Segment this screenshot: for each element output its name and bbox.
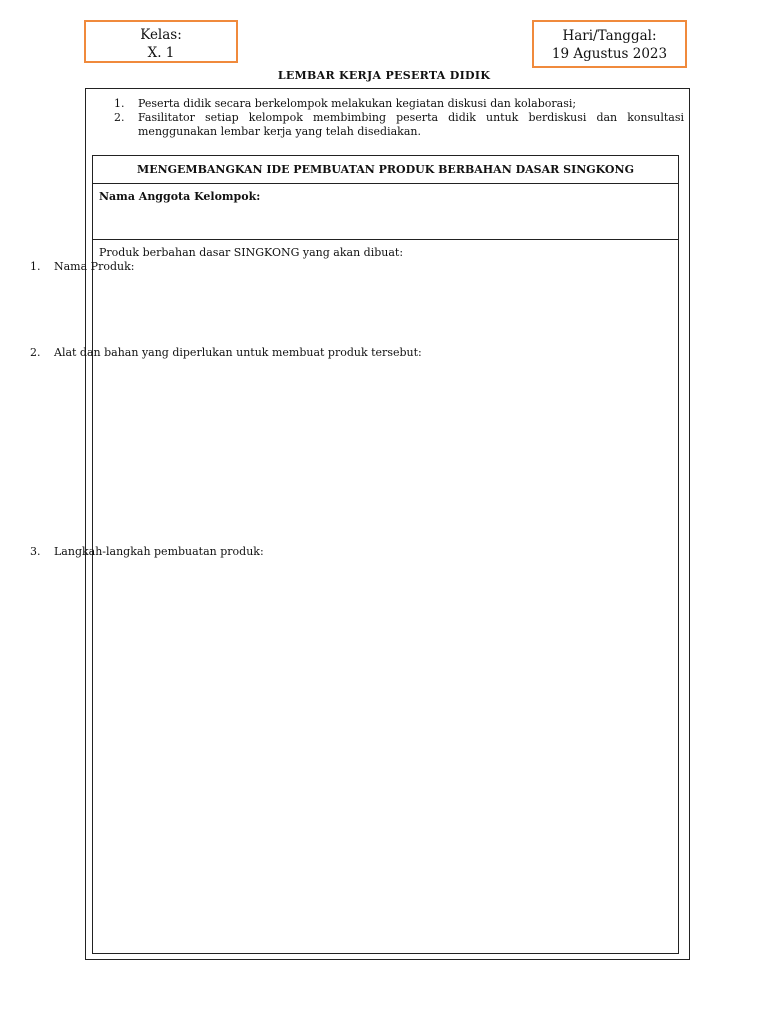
members-field[interactable] xyxy=(93,184,678,240)
produk-intro: Produk berbahan dasar SINGKONG yang akan dibuat: xyxy=(99,246,404,259)
question-number: 3. xyxy=(30,545,41,558)
kelas-label: Kelas: xyxy=(140,27,182,43)
question-text: Nama Produk: xyxy=(54,260,135,273)
instruction-text: Peserta didik secara berkelompok melakukan kegiatan diskusi dan kolaborasi; xyxy=(138,97,577,110)
question-number: 1. xyxy=(30,260,41,273)
question-item[interactable] xyxy=(30,545,264,559)
page-title: LEMBAR KERJA PESERTA DIDIK xyxy=(277,69,491,82)
members-label: Nama Anggota Kelompok: xyxy=(99,190,261,203)
instruction-number: 2. xyxy=(114,111,125,124)
kelas-box xyxy=(84,20,238,63)
worksheet-title: MENGEMBANGKAN IDE PEMBUATAN PRODUK BERBAHAN DASAR SINGKONG xyxy=(93,156,678,184)
question-item[interactable] xyxy=(30,346,422,360)
instruction-text: Fasilitator setiap kelompok membimbing peserta didik untuk berdiskusi dan konsultasi menggunakan lembar kerja yang telah disediakan. xyxy=(138,111,684,138)
instruction-item xyxy=(114,111,684,139)
instructions-list xyxy=(114,97,684,139)
question-text: Alat dan bahan yang diperlukan untuk membuat produk tersebut: xyxy=(54,346,422,359)
tanggal-label: Hari/Tanggal: xyxy=(562,28,657,44)
question-number: 2. xyxy=(30,346,41,359)
question-item[interactable] xyxy=(30,260,134,274)
tanggal-value: 19 Agustus 2023 xyxy=(551,46,668,62)
question-text: Langkah-langkah pembuatan produk: xyxy=(54,545,264,558)
instruction-number: 1. xyxy=(114,97,125,110)
produk-section xyxy=(93,240,678,260)
instruction-item xyxy=(114,97,684,111)
tanggal-box xyxy=(532,20,687,68)
kelas-value: X. 1 xyxy=(147,45,175,61)
